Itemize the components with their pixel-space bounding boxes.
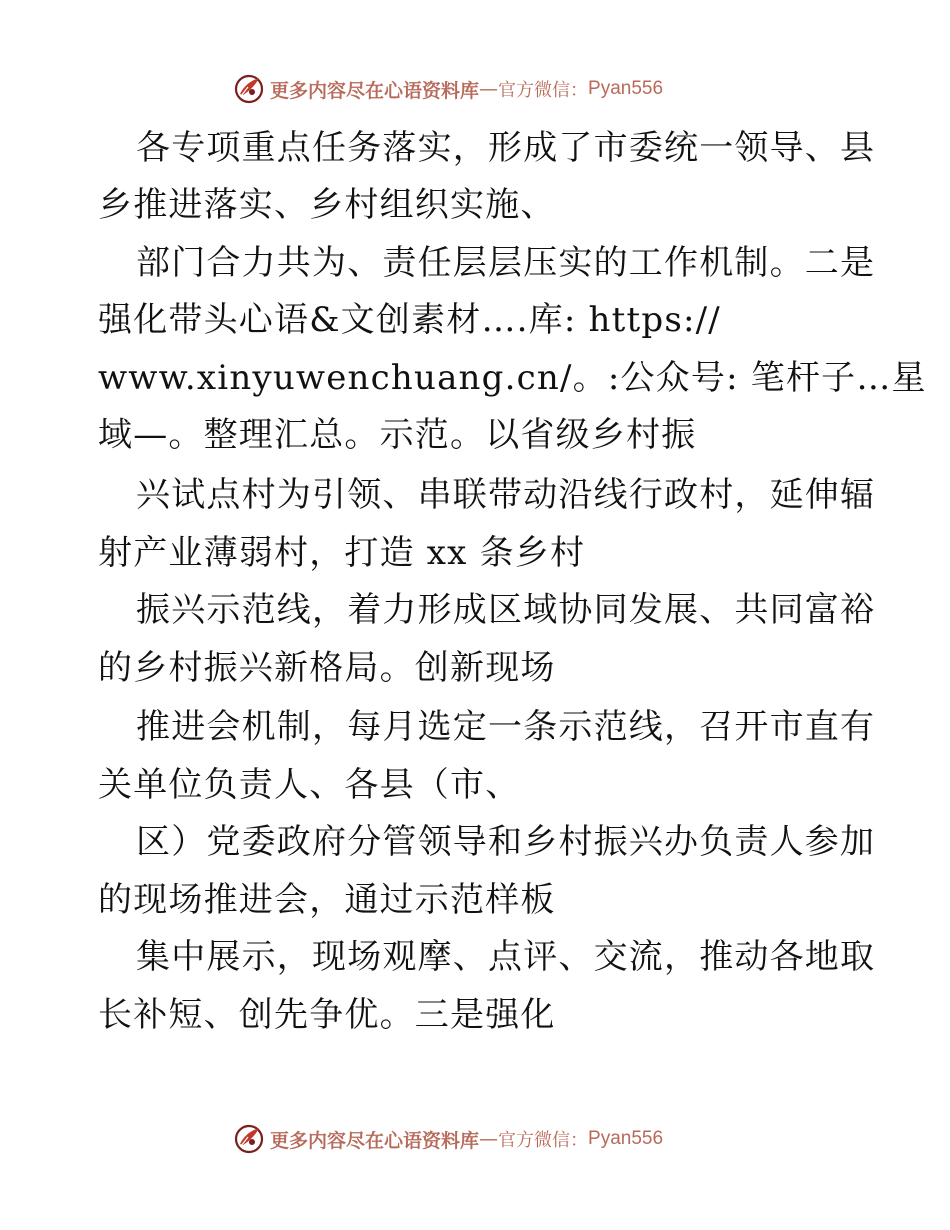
footer-wechat-id: Pyan556	[588, 1128, 664, 1149]
header-brand-text: 更多内容尽在心语资料库	[270, 79, 480, 102]
quill-logo-icon	[232, 72, 266, 106]
quill-logo-icon	[232, 1122, 266, 1156]
text-line: 的现场推进会，通过示范样板	[98, 880, 556, 920]
text-line: 各专项重点任务落实，形成了市委统一领导、县	[136, 128, 876, 168]
header-wechat-id: Pyan556	[588, 78, 664, 99]
text-line: 乡推进落实、乡村组织实施、	[98, 185, 556, 225]
text-line: 射产业薄弱村，打造 xx 条乡村	[98, 533, 586, 573]
header-dash: —	[479, 78, 499, 100]
footer-brand-text: 更多内容尽在心语资料库	[270, 1129, 480, 1152]
text-line: 区）党委政府分管领导和乡村振兴办负责人参加	[136, 822, 876, 862]
text-line: 振兴示范线，着力形成区域协同发展、共同富裕	[136, 590, 876, 630]
text-line: 域—。整理汇总。示范。以省级乡村振	[98, 415, 697, 455]
header-wechat-label: 官方微信：	[498, 80, 589, 101]
footer-dash: —	[479, 1128, 499, 1150]
footer-watermark	[232, 1122, 712, 1156]
text-line: 集中展示，现场观摩、点评、交流，推动各地取	[136, 937, 876, 977]
text-line: 推进会机制，每月选定一条示范线，召开市直有	[136, 707, 876, 747]
text-line: 部门合力共为、责任层层压实的工作机制。二是	[136, 243, 876, 283]
text-line: 的乡村振兴新格局。创新现场	[98, 648, 556, 688]
text-line: 兴试点村为引领、串联带动沿线行政村，延伸辐	[136, 475, 876, 515]
text-line: 关单位负责人、各县（市、	[98, 765, 521, 805]
text-line: www.xinyuwenchuang.cn/。:公众号: 笔杆子…星	[98, 358, 927, 398]
footer-wechat-label: 官方微信：	[498, 1130, 589, 1151]
text-line: 长补短、创先争优。三是强化	[98, 995, 556, 1035]
header-watermark	[232, 72, 712, 106]
text-line: 强化带头心语&文创素材….库: https://	[98, 300, 721, 340]
